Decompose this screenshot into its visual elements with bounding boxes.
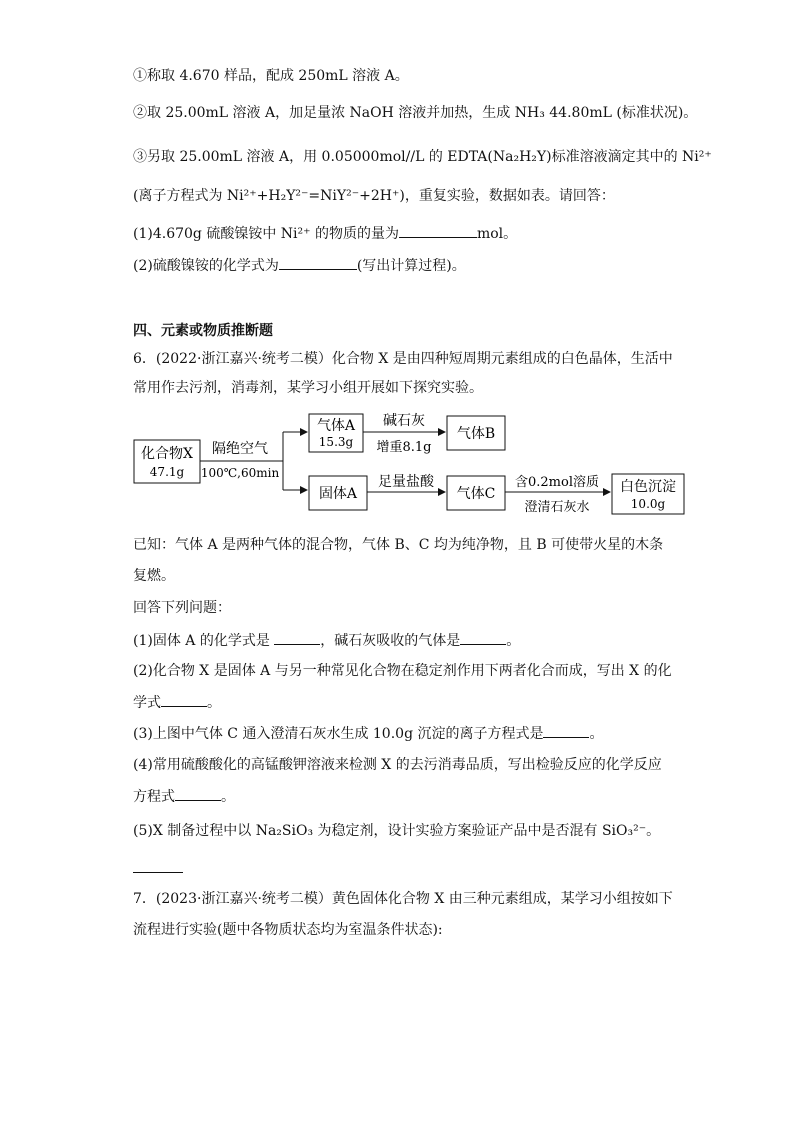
q7-intro-line-1: 7．(2023·浙江嘉兴·统考二模）黄色固体化合物 X 由三种元素组成，某学习小组按如下 (133, 891, 673, 907)
weight-gain-label: 增重8.1g (376, 440, 432, 455)
q5-question-1: (1)4.670g 硫酸镍铵中 Ni²⁺ 的物质的量为 mol。 (133, 223, 517, 244)
section-divider (133, 872, 183, 873)
q6-part-2-line-2: 学式 。 (133, 692, 221, 713)
q6-answer-prompt: 回答下列问题： (133, 600, 231, 616)
answer-blank[interactable] (274, 630, 320, 645)
q7-intro-line-2: 流程进行实验(题中各物质状态均为室温条件状态): (133, 922, 443, 938)
answer-blank[interactable] (460, 630, 506, 645)
q5-step-4: (离子方程式为 Ni²⁺+H₂Y²⁻=NiY²⁻+2H⁺)，重复实验，数据如表。请回答： (133, 188, 615, 204)
section-heading: 四、元素或物质推断题 (133, 323, 273, 339)
q5-step-2: ②取 25.00mL 溶液 A，加足量浓 NaOH 溶液并加热，生成 NH₃ 44.80mL (标准状况)。 (133, 105, 698, 121)
q6-part-2-line-1: (2)化合物 X 是固体 A 与另一种常见化合物在稳定剂作用下两者化合而成，写出 X 的化 (133, 663, 672, 679)
q6-part-5: (5)X 制备过程中以 Na₂SiO₃ 为稳定剂，设计实验方案验证产品中是否混有 SiO₃²⁻。 (133, 823, 661, 839)
q6-part-3: (3)上图中气体 C 通入澄清石灰水生成 10.0g 沉淀的离子方程式是 。 (133, 723, 603, 744)
answer-blank[interactable] (161, 692, 207, 707)
precipitate-mass: 10.0g (630, 497, 666, 511)
soda-lime-label: 碱石灰 (383, 413, 425, 429)
answer-blank[interactable] (543, 723, 589, 738)
gas-a-label: 气体A (316, 418, 356, 434)
q6-intro-line-1: 6．(2022·浙江嘉兴·统考二模）化合物 X 是由四种短周期元素组成的白色晶体，生活中 (133, 351, 673, 367)
solid-a-label: 固体A (318, 486, 358, 502)
compound-x-label: 化合物X (141, 446, 193, 462)
answer-blank[interactable] (175, 786, 221, 801)
q6-part-4-line-2: 方程式 。 (133, 786, 235, 807)
limewater-label: 澄清石灰水 (524, 500, 590, 515)
q5-step-3: ③另取 25.00mL 溶液 A，用 0.05000mol//L 的 EDTA(Na₂H₂Y)标准溶液滴定其中的 Ni²⁺ (133, 149, 712, 165)
q6-part-4-line-1: (4)常用硫酸酸化的高锰酸钾溶液来检测 X 的去污消毒品质，写出检验反应的化学反应 (133, 757, 662, 773)
q6-known-line-1: 已知：气体 A 是两种气体的混合物，气体 B、C 均为纯净物，且 B 可使带火星的木条 (133, 537, 664, 553)
gas-a-mass: 15.3g (318, 435, 354, 449)
q6-intro-line-2: 常用作去污剂，消毒剂，某学习小组开展如下探究实验。 (133, 380, 483, 396)
q6-known-line-2: 复燃。 (133, 568, 175, 584)
q5-step-1: ①称取 4.670 样品，配成 250mL 溶液 A。 (133, 68, 409, 84)
isolate-air-label: 隔绝空气 (212, 441, 268, 457)
precipitate-label: 白色沉淀 (620, 479, 676, 495)
solution-amount-label: 含0.2mol溶质 (515, 475, 599, 490)
q6-part-1: (1)固体 A 的化学式是 ，碱石灰吸收的气体是 。 (133, 630, 520, 651)
q5-question-2: (2)硫酸镍铵的化学式为 (写出计算过程)。 (133, 255, 466, 276)
compound-x-mass: 47.1g (149, 465, 185, 479)
hydrochloric-acid-label: 足量盐酸 (378, 474, 434, 490)
gas-c-label: 气体C (456, 486, 496, 502)
reaction-condition-label: 100℃,60min (200, 466, 280, 480)
gas-b-label: 气体B (456, 426, 496, 442)
